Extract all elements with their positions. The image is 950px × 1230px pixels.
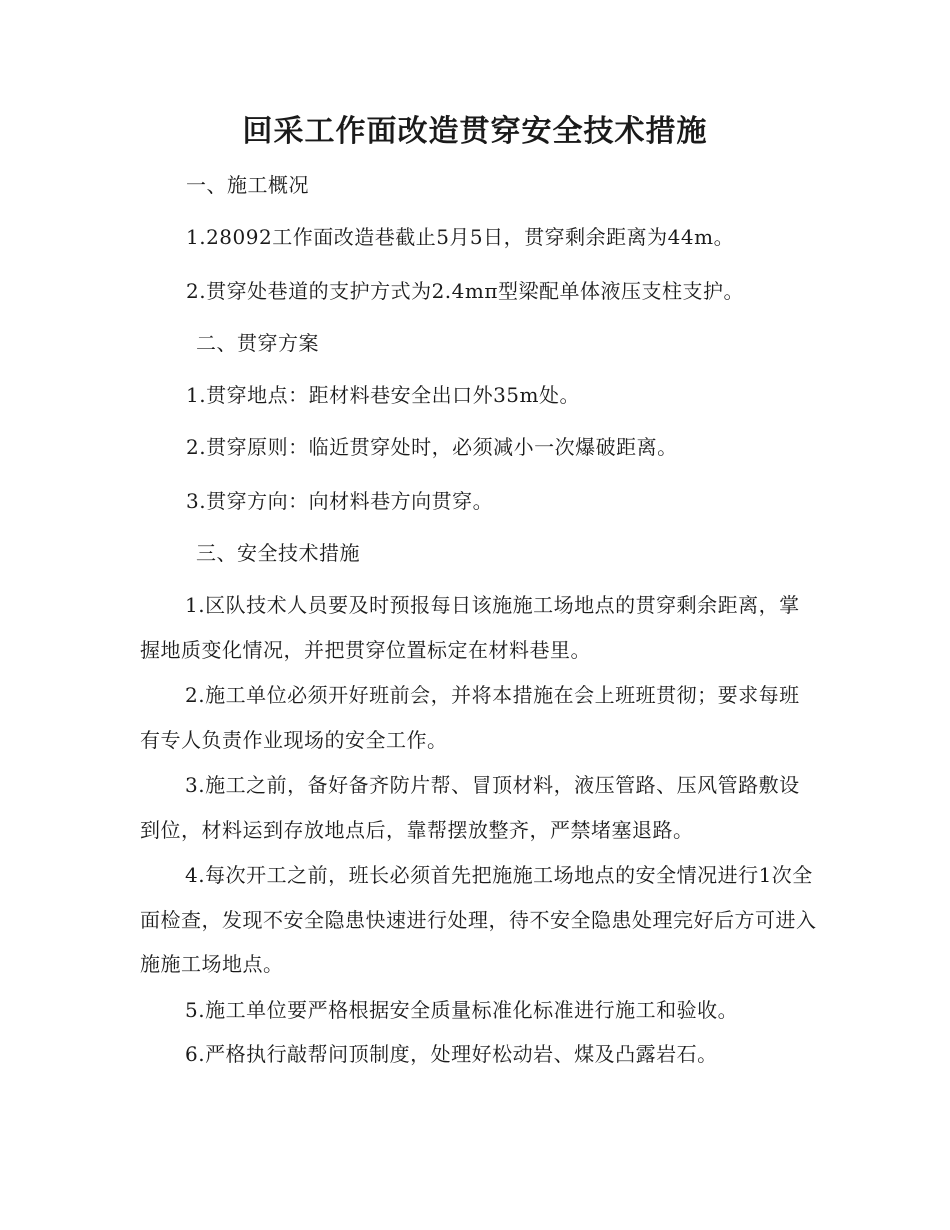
section-heading-plan: 二、贯穿方案 xyxy=(196,331,319,355)
plan-item-3: 3.贯穿方向：向材料巷方向贯穿。 xyxy=(186,489,494,513)
safety-item-1: 1.区队技术人员要及时预报每日该施施工场地点的贯穿剩余距离，掌握地质变化情况，并把贯穿位置标定在材料巷里。 xyxy=(140,593,800,662)
safety-item-6: 6.严格执行敲帮问顶制度，处理好松动岩、煤及凸露岩石。 xyxy=(185,1042,718,1066)
safety-item-2: 2.施工单位必须开好班前会，并将本措施在会上班班贯彻；要求每班有专人负责作业现场的安全工作。 xyxy=(140,683,800,752)
plan-item-2: 2.贯穿原则：临近贯穿处时，必须减小一次爆破距离。 xyxy=(186,435,678,459)
safety-item-3: 3.施工之前，备好备齐防片帮、冒顶材料，液压管路、压风管路敷设到位，材料运到存放地点后，靠帮摆放整齐，严禁堵塞退路。 xyxy=(140,773,800,842)
safety-item-4: 4.每次开工之前，班长必须首先把施施工场地点的安全情况进行1次全面检查，发现不安全隐患快速进行处理，待不安全隐患处理完好后方可进入施施工场地点。 xyxy=(140,863,817,976)
section-heading-overview: 一、施工概况 xyxy=(186,173,309,197)
overview-item-1: 1.28092工作面改造巷截止5月5日，贯穿剩余距离为44m。 xyxy=(186,225,735,249)
safety-item-5: 5.施工单位要严格根据安全质量标准化标准进行施工和验收。 xyxy=(185,998,739,1022)
section-heading-safety: 三、安全技术措施 xyxy=(196,541,360,565)
overview-item-2: 2.贯穿处巷道的支护方式为2.4mπ型梁配单体液压支柱支护。 xyxy=(186,279,744,303)
document-title: 回采工作面改造贯穿安全技术措施 xyxy=(242,114,708,149)
plan-item-1: 1.贯穿地点：距材料巷安全出口外35m处。 xyxy=(186,383,580,407)
